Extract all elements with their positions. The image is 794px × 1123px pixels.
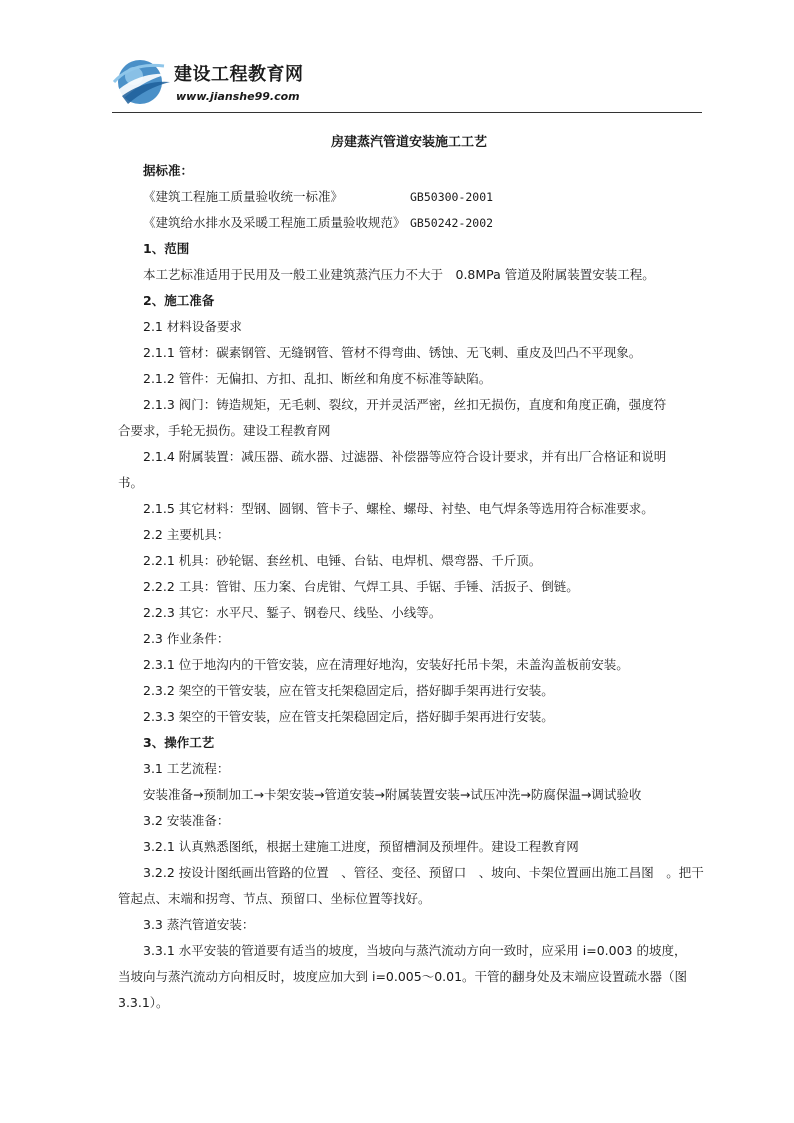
paragraph: 2.1.1 管材：碳素钢管、无缝钢管、管材不得弯曲、锈蚀、无飞刺、重皮及凹凸不平现象。 xyxy=(143,345,642,360)
paragraph-continuation: 书。 xyxy=(118,475,144,490)
logo-site-name: 建设工程教育网 xyxy=(174,64,304,85)
paragraph: 2.3.2 架空的干管安装，应在管支托架稳固定后，搭好脚手架再进行安装。 xyxy=(143,683,554,698)
paragraph: 2.3 作业条件： xyxy=(143,631,230,646)
paragraph-continuation: 合要求，手轮无损伤。建设工程教育网 xyxy=(118,423,331,438)
paragraph: 2.2.3 其它：水平尺、錾子、钢卷尺、线坠、小线等。 xyxy=(143,605,442,620)
paragraph: 2.1.3 阀门：铸造规矩，无毛刺、裂纹，开并灵活严密，丝扣无损伤，直度和角度正确，强度符 xyxy=(143,397,667,412)
paragraph: 2.2 主要机具： xyxy=(143,527,230,542)
standard-item xyxy=(118,210,700,236)
paragraph: 2.1 材料设备要求 xyxy=(143,319,242,334)
paragraph-continuation: 管起点、末端和拐弯、节点、预留口、坐标位置等找好。 xyxy=(118,891,431,906)
basis-heading: 据标准： xyxy=(143,163,194,178)
paragraph: 2.2.2 工具：管钳、压力案、台虎钳、气焊工具、手锯、手锤、活扳子、倒链。 xyxy=(143,579,579,594)
globe-logo-icon xyxy=(110,52,174,116)
standard-code: GB50300-2001 xyxy=(410,190,494,204)
standard-name: 《建筑给水排水及采暖工程施工质量验收规范》 xyxy=(143,215,406,230)
site-logo[interactable] xyxy=(110,52,310,116)
paragraph: 3.3.1 水平安装的管道要有适当的坡度，当坡向与蒸汽流动方向一致时，应采用 i=0.003 的坡度， xyxy=(143,943,687,958)
paragraph: 3.2.2 按设计图纸画出管路的位置 、管径、变径、预留口 、坡向、卡架位置画出施工昌图 。把干 xyxy=(143,865,704,880)
paragraph: 2.3.1 位于地沟内的干管安装，应在清理好地沟，安装好托吊卡架，未盖沟盖板前安装。 xyxy=(143,657,629,672)
section-heading: 3、操作工艺 xyxy=(143,735,215,750)
section-heading: 1、范围 xyxy=(143,241,190,256)
paragraph: 2.1.4 附属装置：减压器、疏水器、过滤器、补偿器等应符合设计要求，并有出厂合格证和说明 xyxy=(143,449,667,464)
standard-item xyxy=(118,184,700,210)
paragraph: 2.1.5 其它材料：型钢、圆钢、管卡子、螺栓、螺母、衬垫、电气焊条等选用符合标准要求。 xyxy=(143,501,654,516)
paragraph: 3.2.1 认真熟悉图纸，根据土建施工进度，预留槽洞及预埋件。建设工程教育网 xyxy=(143,839,579,854)
paragraph: 3.3 蒸汽管道安装： xyxy=(143,917,255,932)
paragraph: 2.1.2 管件：无偏扣、方扣、乱扣、断丝和角度不标准等缺陷。 xyxy=(143,371,492,386)
paragraph: 本工艺标准适用于民用及一般工业建筑蒸汽压力不大于 0.8MPa 管道及附属装置安装工程。 xyxy=(143,267,655,282)
paragraph: 3.2 安装准备： xyxy=(143,813,230,828)
document-body xyxy=(118,130,704,1016)
process-flow: 安装准备→预制加工→卡架安装→管道安装→附属装置安装→试压冲洗→防腐保温→调试验收 xyxy=(143,787,642,802)
section-heading: 2、施工准备 xyxy=(143,293,215,308)
document-title: 房建蒸汽管道安装施工工艺 xyxy=(330,135,487,150)
paragraph: 2.3.3 架空的干管安装，应在管支托架稳固定后，搭好脚手架再进行安装。 xyxy=(143,709,554,724)
standard-name: 《建筑工程施工质量验收统一标准》 xyxy=(143,189,344,204)
standard-code: GB50242-2002 xyxy=(410,216,494,230)
header-divider xyxy=(112,112,702,113)
paragraph: 2.2.1 机具：砂轮锯、套丝机、电锤、台钻、电焊机、煨弯器、千斤顶。 xyxy=(143,553,542,568)
paragraph: 3.1 工艺流程： xyxy=(143,761,230,776)
paragraph-continuation: 当坡向与蒸汽流动方向相反时，坡度应加大到 i=0.005～0.01。干管的翻身处及末端应设置疏水器（图 xyxy=(118,969,688,984)
paragraph-continuation: 3.3.1）。 xyxy=(118,995,169,1010)
logo-site-url[interactable]: www.jianshe99.com xyxy=(176,90,300,103)
